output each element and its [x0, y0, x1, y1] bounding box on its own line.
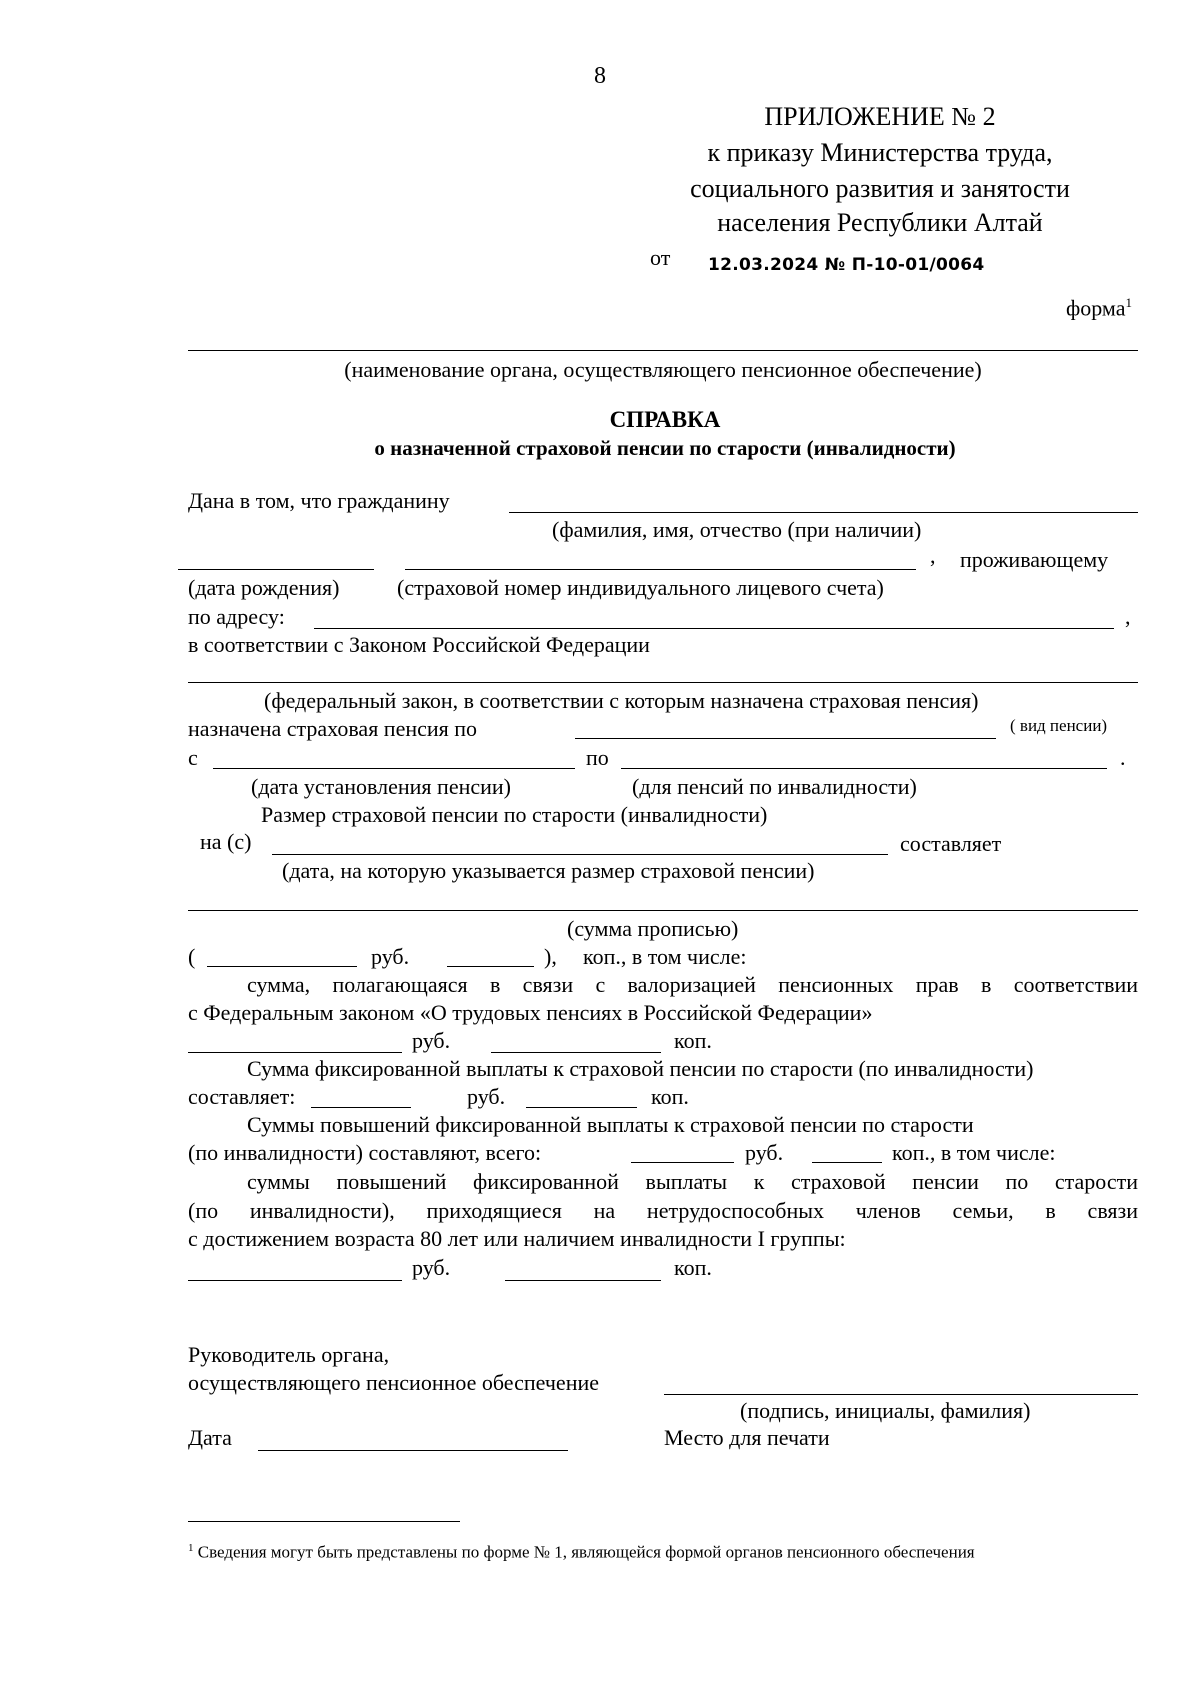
- dependents-rub-line: [188, 1280, 402, 1281]
- page-number: 8: [594, 63, 606, 89]
- law-caption: (федеральный закон, в соответствии с которым назначена страховая пенсия): [264, 688, 979, 713]
- valorization-line-1: сумма, полагающаяся в связи с валоризацией пенсионных прав в соответствии: [247, 972, 1138, 997]
- footnote-text: Сведения могут быть представлены по форме № 1, являющейся формой органов пенсионного обеспечения: [197, 1542, 975, 1562]
- increases-kop-label: коп., в том числе:: [892, 1140, 1056, 1165]
- dob-line: [178, 569, 374, 570]
- form-footnote-mark: 1: [1125, 295, 1132, 310]
- total-kop-label: коп., в том числе:: [583, 944, 747, 969]
- appendix-line-1: к приказу Министерства труда,: [707, 138, 1053, 167]
- snils-caption: (страховой номер индивидуального лицевого счета): [397, 575, 884, 600]
- dependents-line-3: с достижением возраста 80 лет или наличием инвалидности I группы:: [188, 1226, 846, 1251]
- pension-type-caption: ( вид пенсии): [1010, 716, 1108, 735]
- increases-rub-label: руб.: [745, 1140, 784, 1165]
- seal-place: Место для печати: [664, 1425, 830, 1450]
- signature-caption: (подпись, инициалы, фамилия): [740, 1398, 1031, 1423]
- head-line-1: Руководитель органа,: [188, 1342, 390, 1367]
- dependents-rub-label: руб.: [412, 1255, 451, 1280]
- dependents-line-2: (по инвалидности), приходящиеся на нетрудоспособных членов семьи, в связи: [188, 1198, 1138, 1223]
- open-paren: (: [188, 944, 196, 969]
- fixed-kop-label: коп.: [651, 1084, 689, 1109]
- organ-name-line: [188, 350, 1138, 351]
- footnote-mark: 1: [188, 1542, 194, 1554]
- date-label: Дата: [188, 1425, 232, 1450]
- law-line: [188, 682, 1138, 683]
- start-caption: (дата установления пенсии): [251, 774, 512, 799]
- amounts-to-label: составляет: [900, 831, 1002, 856]
- total-kop-line: [447, 966, 534, 967]
- issued-to-label: Дана в том, что гражданину: [188, 488, 450, 513]
- dependents-kop-line: [505, 1280, 661, 1281]
- footnote-separator: [188, 1521, 460, 1522]
- fio-line: [509, 512, 1138, 513]
- date-line: [258, 1450, 568, 1451]
- organ-caption: (наименование органа, осуществляющего пенсионное обеспечение): [344, 357, 982, 382]
- form-label: форма$^1$: [1066, 295, 1132, 321]
- valorization-rub-label: руб.: [412, 1028, 451, 1053]
- dob-caption: (дата рождения): [188, 575, 340, 600]
- increases-rub-line: [631, 1162, 734, 1163]
- increases-line-2: (по инвалидности) составляют, всего:: [188, 1140, 542, 1165]
- order-date-number: 12.03.2024 № П-10-01/0064: [708, 255, 985, 275]
- end-date-line: [621, 768, 1107, 769]
- from-label: от: [650, 245, 671, 270]
- address-line: [314, 628, 1114, 629]
- residing-comma: ,: [930, 543, 936, 568]
- document-subtitle: о назначенной страховой пенсии по старости (инвалидности): [374, 436, 956, 460]
- appendix-line-3: населения Республики Алтай: [717, 208, 1043, 237]
- size-heading: Размер страховой пенсии по старости (инвалидности): [261, 802, 768, 827]
- dependents-kop-label: коп.: [674, 1255, 712, 1280]
- to-po: по: [586, 745, 609, 770]
- disability-caption: (для пенсий по инвалидности): [632, 774, 917, 799]
- period-dot: .: [1120, 745, 1126, 770]
- head-line-2: осуществляющего пенсионное обеспечение: [188, 1370, 600, 1395]
- address-comma: ,: [1125, 604, 1131, 629]
- close-paren: ),: [544, 944, 557, 969]
- total-rub-line: [207, 966, 357, 967]
- valorization-kop-label: коп.: [674, 1028, 712, 1053]
- fixed-amounts-label: составляет:: [188, 1084, 296, 1109]
- residing-label: проживающему: [960, 547, 1109, 572]
- footnote: [188, 1543, 975, 1561]
- sum-words-caption: (сумма прописью): [567, 916, 739, 941]
- appendix-line-2: социального развития и занятости: [690, 174, 1070, 203]
- fio-caption: (фамилия, имя, отчество (при наличии): [552, 517, 922, 542]
- snils-line: [405, 569, 916, 570]
- total-rub-label: руб.: [371, 944, 410, 969]
- increases-line-1: Суммы повышений фиксированной выплаты к страховой пенсии по старости: [247, 1112, 974, 1137]
- start-date-line: [213, 768, 575, 769]
- valorization-kop-line: [491, 1052, 661, 1053]
- from-c: с: [188, 745, 198, 770]
- signature-line: [664, 1394, 1138, 1395]
- address-label: по адресу:: [188, 604, 285, 629]
- pension-type-line: [575, 738, 996, 739]
- law-intro: в соответствии с Законом Российской Федерации: [188, 632, 650, 657]
- appendix-title: ПРИЛОЖЕНИЕ № 2: [764, 102, 996, 131]
- fixed-rub-label: руб.: [467, 1084, 506, 1109]
- increases-kop-line: [812, 1162, 882, 1163]
- valorization-rub-line: [188, 1052, 402, 1053]
- document-title: СПРАВКА: [609, 407, 721, 432]
- size-date-line: [272, 854, 888, 855]
- on-date-label: на (с): [200, 829, 252, 854]
- size-date-caption: (дата, на которую указывается размер страховой пенсии): [282, 858, 815, 883]
- valorization-line-2: с Федеральным законом «О трудовых пенсиях в Российской Федерации»: [188, 1000, 873, 1025]
- assigned-label: назначена страховая пенсия по: [188, 716, 478, 741]
- fixed-kop-line: [526, 1107, 637, 1108]
- sum-words-line: [188, 910, 1138, 911]
- dependents-line-1: суммы повышений фиксированной выплаты к страховой пенсии по старости: [247, 1169, 1138, 1194]
- fixed-rub-line: [311, 1107, 411, 1108]
- fixed-payment-line-1: Сумма фиксированной выплаты к страховой пенсии по старости (по инвалидности): [247, 1056, 1034, 1081]
